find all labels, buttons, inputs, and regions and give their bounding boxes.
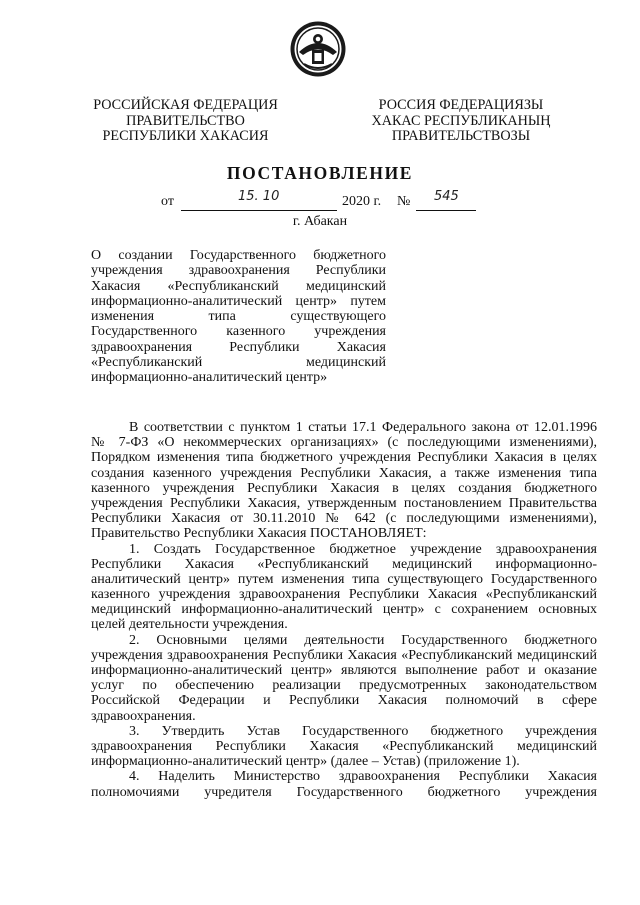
body-line: медицинский информационно-аналитический центр» с сохранением основных bbox=[91, 602, 597, 618]
body-line: здравоохранения Республики Хакасия «Республиканский медицинский bbox=[91, 738, 597, 754]
subject-line: изменения типа существующего bbox=[91, 309, 386, 325]
body-line: Российской Федерации и Республики Хакасия полномочий в сфере bbox=[91, 693, 597, 709]
body-line: создания казенного учреждения Республики Хакасия, а также изменения типа bbox=[91, 465, 597, 481]
body-line: В соответствии с пунктом 1 статьи 17.1 Федерального закона от 12.01.1996 bbox=[129, 420, 597, 435]
city-label: г. Абакан bbox=[292, 214, 348, 229]
header-kjh bbox=[352, 98, 570, 145]
body-line: учреждения Республики Хакасия, утвержденным постановлением Правительства bbox=[91, 495, 597, 511]
body-line: аналитический центр» путем изменения типа существующего Государственного bbox=[91, 571, 597, 587]
coat-of-arms-icon bbox=[289, 20, 347, 78]
body-line: казенного учреждения здравоохранения Республики Хакасия «Республиканский bbox=[91, 587, 597, 603]
paragraph-item-4 bbox=[91, 769, 597, 799]
header-ru-line: РОССИЙСКАЯ ФЕДЕРАЦИЯ bbox=[93, 97, 278, 113]
paragraph-item-1 bbox=[91, 542, 597, 633]
body-line: информационно-аналитический центр» являются выполнение работ и оказание bbox=[91, 663, 597, 678]
document-title: ПОСТАНОВЛЕНИЕ bbox=[226, 163, 414, 183]
body-line: здравоохранения. bbox=[91, 708, 196, 724]
body-line: 3. Утвердить Устав Государственного бюджетного учреждения bbox=[129, 723, 597, 739]
paragraph-item-3 bbox=[91, 724, 597, 770]
body-line: Порядком изменения типа бюджетного учреждения Республики Хакасия в целях bbox=[91, 450, 597, 466]
subject-line: О создании Государственного бюджетного bbox=[91, 248, 386, 263]
number-handwritten: 545 bbox=[434, 189, 459, 204]
coat-of-arms-emblem bbox=[289, 20, 347, 78]
date-handwritten: 15. 10 bbox=[238, 189, 280, 204]
header-ru-line: ПРАВИТЕЛЬСТВО bbox=[126, 112, 245, 129]
date-from-label: от bbox=[161, 194, 174, 209]
body-line: Республики Хакасия «Республиканский медицинский информационно- bbox=[91, 556, 597, 572]
body-line: 1. Создать Государственное бюджетное учреждение здравоохранения bbox=[129, 541, 597, 557]
subject-line: здравоохранения Республики Хакасия bbox=[91, 339, 386, 355]
paragraph-item-2 bbox=[91, 633, 597, 724]
body-line: Правительство Республики Хакасия ПОСТАНОВЛЯЕТ: bbox=[91, 526, 427, 542]
subject-line: Хакасия «Республиканский медицинский bbox=[91, 278, 386, 294]
body-line: информационно-аналитический центр» (далее – Устав) (приложение 1). bbox=[91, 754, 520, 770]
subject-line: учреждения здравоохранения Республики bbox=[91, 263, 386, 279]
body-line: 2. Основными целями деятельности Государственного бюджетного bbox=[129, 632, 597, 648]
body-line: № 7-ФЗ «О некоммерческих организациях» (с последующими изменениями), bbox=[91, 435, 597, 451]
body-line: казенного учреждения Республики Хакасия в целях создания бюджетного bbox=[91, 480, 597, 496]
subject-line: «Республиканский медицинский bbox=[91, 355, 386, 371]
date-year: 2020 г. bbox=[342, 194, 382, 209]
header-kjh-line: ПРАВИТЕЛЬСТВОЗЫ bbox=[391, 128, 531, 144]
subject-line: информационно-аналитический центр» путем bbox=[91, 293, 386, 309]
subject-line: информационно-аналитический центр» bbox=[91, 370, 328, 386]
header-ru bbox=[88, 98, 283, 145]
body-line: 4. Наделить Министерство здравоохранения Республики Хакасия bbox=[129, 769, 597, 785]
body-line: Республики Хакасия от 30.11.2010 № 642 (с последующими изменениями), bbox=[91, 511, 597, 527]
number-sign: № bbox=[397, 194, 411, 209]
body-line: учреждения здравоохранения Республики Хакасия «Республиканский медицинский bbox=[91, 647, 597, 663]
header-kjh-line: РОССИЯ ФЕДЕРАЦИЯЗЫ bbox=[378, 97, 544, 113]
number-underline bbox=[416, 210, 476, 211]
header-ru-line: РЕСПУБЛИКИ ХАКАСИЯ bbox=[102, 128, 269, 144]
document-body bbox=[91, 420, 597, 800]
body-line: полномочиями учредителя Государственного бюджетного учреждения bbox=[91, 784, 597, 800]
subject-block bbox=[91, 248, 386, 386]
header-kjh-line: ХАКАС РЕСПУБЛИКАНЫҢ bbox=[371, 112, 551, 129]
date-underline bbox=[181, 210, 337, 211]
subject-line: Государственного казенного учреждения bbox=[91, 324, 386, 340]
paragraph-preamble bbox=[91, 420, 597, 542]
body-line: целей деятельности учреждения. bbox=[91, 617, 288, 633]
body-line: услуг по обеспечению реализации предусмотренных законодательством bbox=[91, 678, 597, 694]
